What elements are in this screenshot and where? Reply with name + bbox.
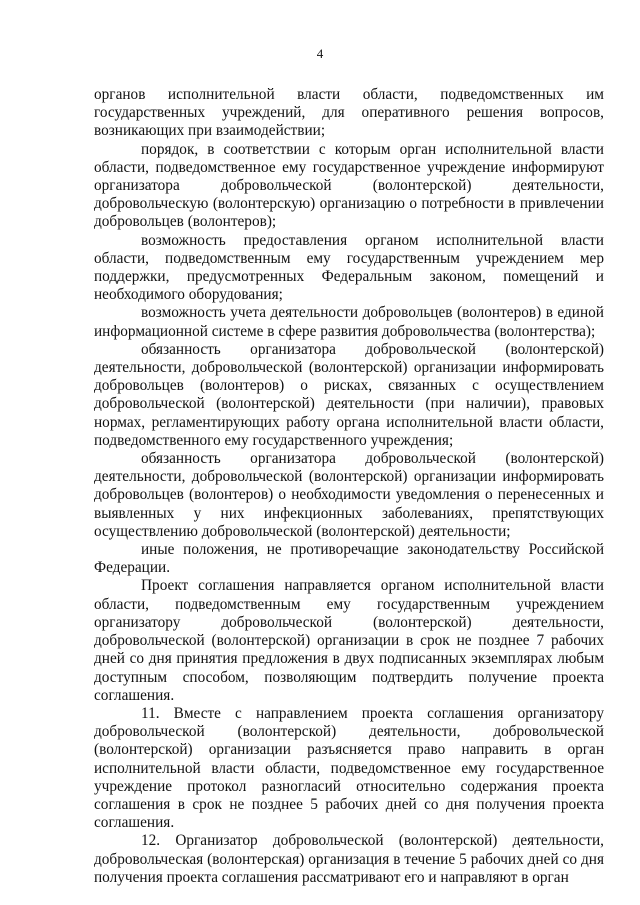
paragraph-risk-duty: обязанность организатора добровольческой (волонтерской) деятельности, добровольческой (волонтерской) организации информировать добровольцев (волонтеров) о рисках, связанных с осуществлением добровольческой (волонтерской) деятельности (при наличии), правовых нормах, регламентирующих работу органа исполнительной власти области, подведомственного ему государственного учреждения; (94, 340, 604, 449)
page-number: 4 (316, 46, 324, 61)
paragraph-infection-duty: обязанность организатора добровольческой (волонтерской) деятельности, добровольческой (волонтерской) организации информировать добровольцев (волонтеров) о необходимости уведомления о перенесенных и выявленных у них инфекционных заболеваниях, препятствующих осуществлению добровольческой (волонтерской) деятельности; (94, 450, 604, 540)
document-body (94, 86, 604, 887)
paragraph-info-system: возможность учета деятельности добровольцев (волонтеров) в единой информационной системе в сфере развития добровольчества (волонтерства); (94, 304, 604, 340)
paragraph-informing-order: порядок, в соответствии с которым орган исполнительной власти области, подведомственное ему государственное учреждение информируют организатора добровольческой (волонтерской) деятельности, добровольческую (волонтерскую) организацию о потребности в привлечении добровольцев (волонтеров); (94, 140, 604, 231)
paragraph-item-11: 11. Вместе с направлением проекта соглашения организатору добровольческой (волонтерской) деятельности, добровольческой (волонтерской) организации разъясняется право направить в орган исполнительной власти области, подведомственное ему государственное учреждение протокол разногласий относительно содержания проекта соглашения в срок не позднее 5 рабочих дней со дня получения проекта соглашения. (94, 704, 604, 832)
paragraph-support-measures: возможность предоставления органом исполнительной власти области, подведомственным ему государственным учреждением мер поддержки, предусмотренных Федеральным законом, помещений и необходимого оборудования; (94, 231, 604, 304)
paragraph-item-12: 12. Организатор добровольческой (волонтерской) деятельности, добровольческая (волонтерская) организация в течение 5 рабочих дней со дня получения проекта соглашения рассматривают его и направляют в орган (94, 832, 604, 886)
paragraph-draft-agreement: Проект соглашения направляется органом исполнительной власти области, подведомственным ему государственным учреждением организатору добровольческой (волонтерской) деятельности, добровольческой (волонтерской) организации в срок не позднее 7 рабочих дней со дня принятия предложения в двух подписанных экземплярах любым доступным способом, позволяющим подтвердить получение проекта соглашения. (94, 577, 604, 704)
paragraph-contact-organs: органов исполнительной власти области, подведомственных им государственных учреждений, для оперативного решения вопросов, возникающих при взаимодействии; (94, 86, 604, 140)
paragraph-other-provisions: иные положения, не противоречащие законодательству Российской Федерации. (94, 541, 604, 577)
